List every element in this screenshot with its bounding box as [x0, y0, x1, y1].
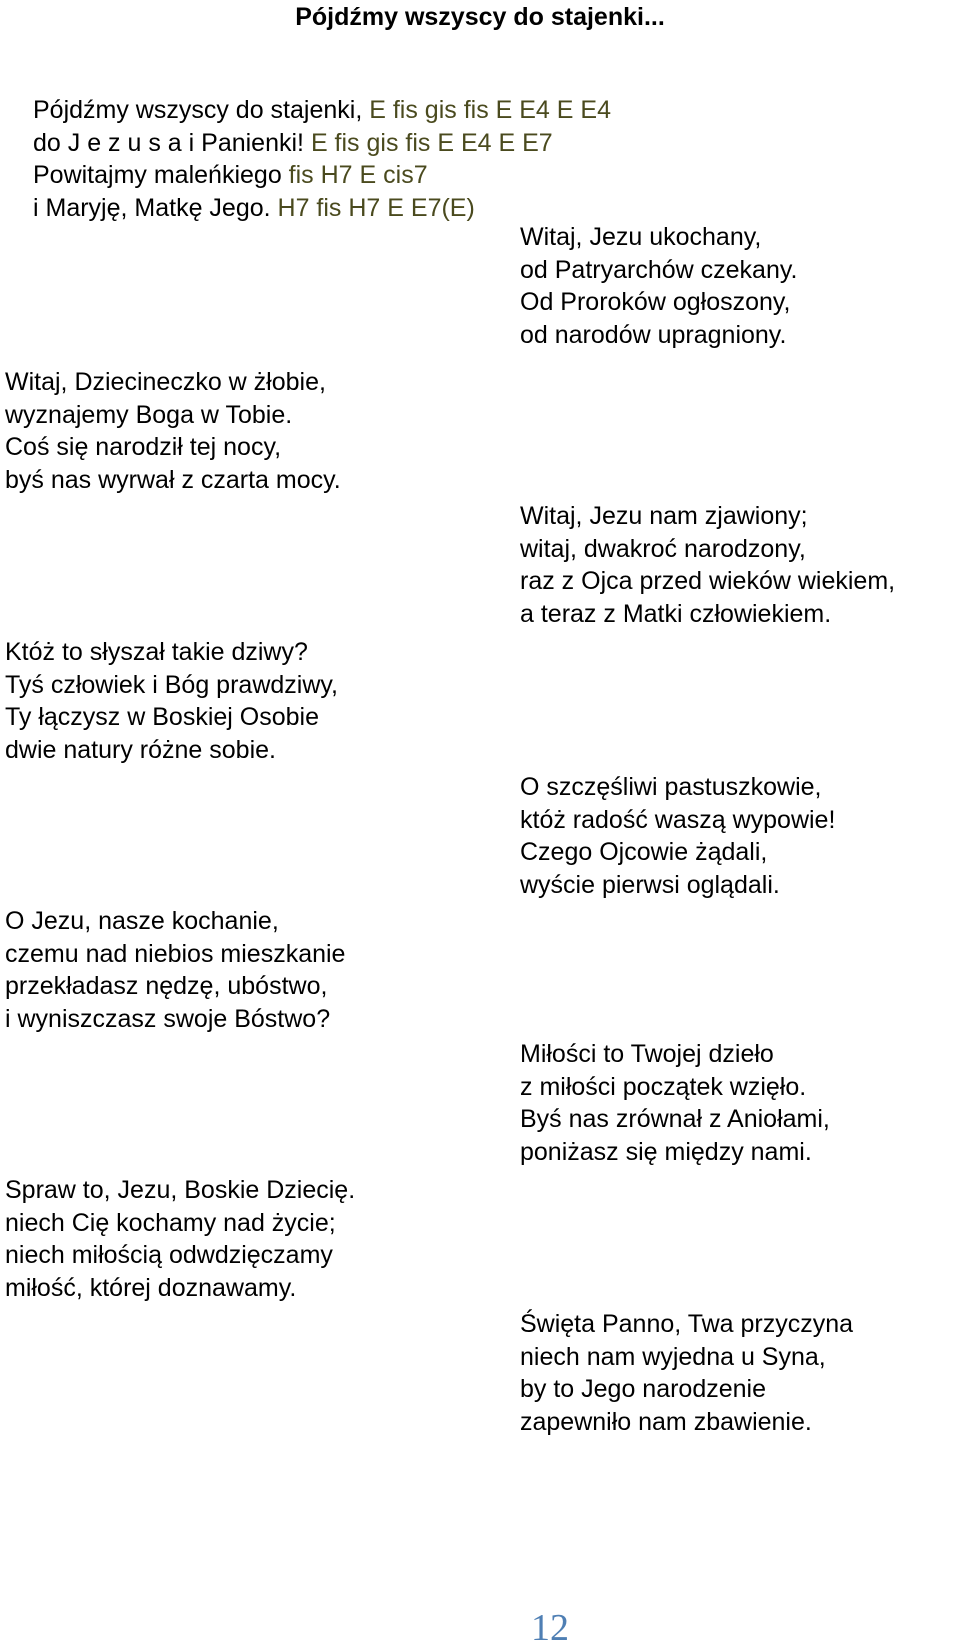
- lyric-line: [33, 159, 611, 192]
- left-stanza-4: [5, 1174, 355, 1304]
- lyric-line: [33, 127, 611, 160]
- lyric-line: Któż to słyszał takie dziwy?: [5, 638, 308, 666]
- lyric-line: Witaj, Dziecineczko w żłobie,: [5, 368, 326, 396]
- lyric-line: od Patryarchów czekany.: [520, 255, 798, 284]
- lyric-line: O szczęśliwi pastuszkowie,: [520, 773, 822, 801]
- lyric-line: Tyś człowiek i Bóg prawdziwy,: [5, 670, 338, 699]
- lyric-line: dwie natury różne sobie.: [5, 735, 276, 764]
- lyric-line: Witaj, Jezu ukochany,: [520, 223, 762, 251]
- lyric-line: zapewniło nam zbawienie.: [520, 1407, 812, 1436]
- lyric-line: Święta Panno, Twa przyczyna: [520, 1310, 854, 1338]
- chord-sequence: E fis gis fis E E4 E E7: [310, 128, 553, 157]
- left-stanza-3: [5, 905, 345, 1035]
- lyric-line: niech nam wyjedna u Syna,: [520, 1342, 826, 1371]
- chord-sequence: H7 fis H7 E E7(E): [277, 193, 475, 222]
- lyric-line: przekładasz nędzę, ubóstwo,: [5, 972, 328, 1000]
- stanza-with-chords: [33, 94, 611, 224]
- chord-sequence: E fis gis fis E E4 E E4: [369, 96, 611, 124]
- right-stanza-5: [520, 1308, 853, 1438]
- lyric-line: Spraw to, Jezu, Boskie Dziecię.: [5, 1176, 356, 1204]
- lyric-line: [33, 192, 611, 225]
- right-stanza-2: [520, 500, 895, 630]
- lyric-line: Od Proroków ogłoszony,: [520, 288, 791, 316]
- lyric-line: z miłości początek wzięło.: [520, 1072, 807, 1101]
- page-number: 12: [531, 1607, 569, 1649]
- lyric-line: któż radość waszą wypowie!: [520, 805, 836, 834]
- lyric-line: Byś nas zrównał z Aniołami,: [520, 1105, 830, 1133]
- lyric-line: i wyniszczasz swoje Bóstwo?: [5, 1004, 331, 1033]
- lyric-line: Miłości to Twojej dzieło: [520, 1040, 774, 1068]
- lyric-text: i Maryję, Matkę Jego.: [33, 193, 278, 222]
- lyric-line: a teraz z Matki człowiekiem.: [520, 599, 832, 628]
- right-stanza-4: [520, 1038, 830, 1168]
- lyric-line: witaj, dwakroć narodzony,: [520, 534, 806, 563]
- lyric-line: Witaj, Jezu nam zjawiony;: [520, 502, 808, 530]
- lyric-line: Ty łączysz w Boskiej Osobie: [5, 703, 319, 731]
- left-stanza-2: [5, 636, 338, 766]
- lyric-text: do J e z u s a i Panienki!: [33, 128, 311, 157]
- lyric-line: [33, 94, 611, 127]
- right-stanza-1: [520, 221, 797, 351]
- lyric-line: by to Jego narodzenie: [520, 1375, 767, 1403]
- lyric-line: niech Cię kochamy nad życie;: [5, 1208, 336, 1237]
- lyric-line: miłość, której doznawamy.: [5, 1273, 297, 1302]
- lyric-line: Coś się narodził tej nocy,: [5, 433, 282, 461]
- right-stanza-3: [520, 771, 835, 901]
- lyric-text: Pójdźmy wszyscy do stajenki,: [33, 96, 370, 124]
- lyric-line: O Jezu, nasze kochanie,: [5, 907, 279, 935]
- song-title: Pójdźmy wszyscy do stajenki...: [295, 3, 665, 31]
- lyric-line: poniżasz się między nami.: [520, 1137, 812, 1166]
- lyric-line: byś nas wyrwał z czarta mocy.: [5, 465, 341, 494]
- lyric-text: Powitajmy maleńkiego: [33, 161, 289, 189]
- left-stanza-1: [5, 366, 341, 496]
- lyric-line: czemu nad niebios mieszkanie: [5, 939, 346, 968]
- lyric-line: wyznajemy Boga w Tobie.: [5, 400, 293, 429]
- lyric-line: wyście pierwsi oglądali.: [520, 870, 780, 899]
- lyric-line: raz z Ojca przed wieków wiekiem,: [520, 567, 896, 595]
- lyric-line: od narodów upragniony.: [520, 320, 787, 349]
- chord-sequence: fis H7 E cis7: [288, 161, 428, 189]
- lyric-line: Czego Ojcowie żądali,: [520, 838, 768, 866]
- lyric-line: niech miłością odwdzięczamy: [5, 1241, 333, 1269]
